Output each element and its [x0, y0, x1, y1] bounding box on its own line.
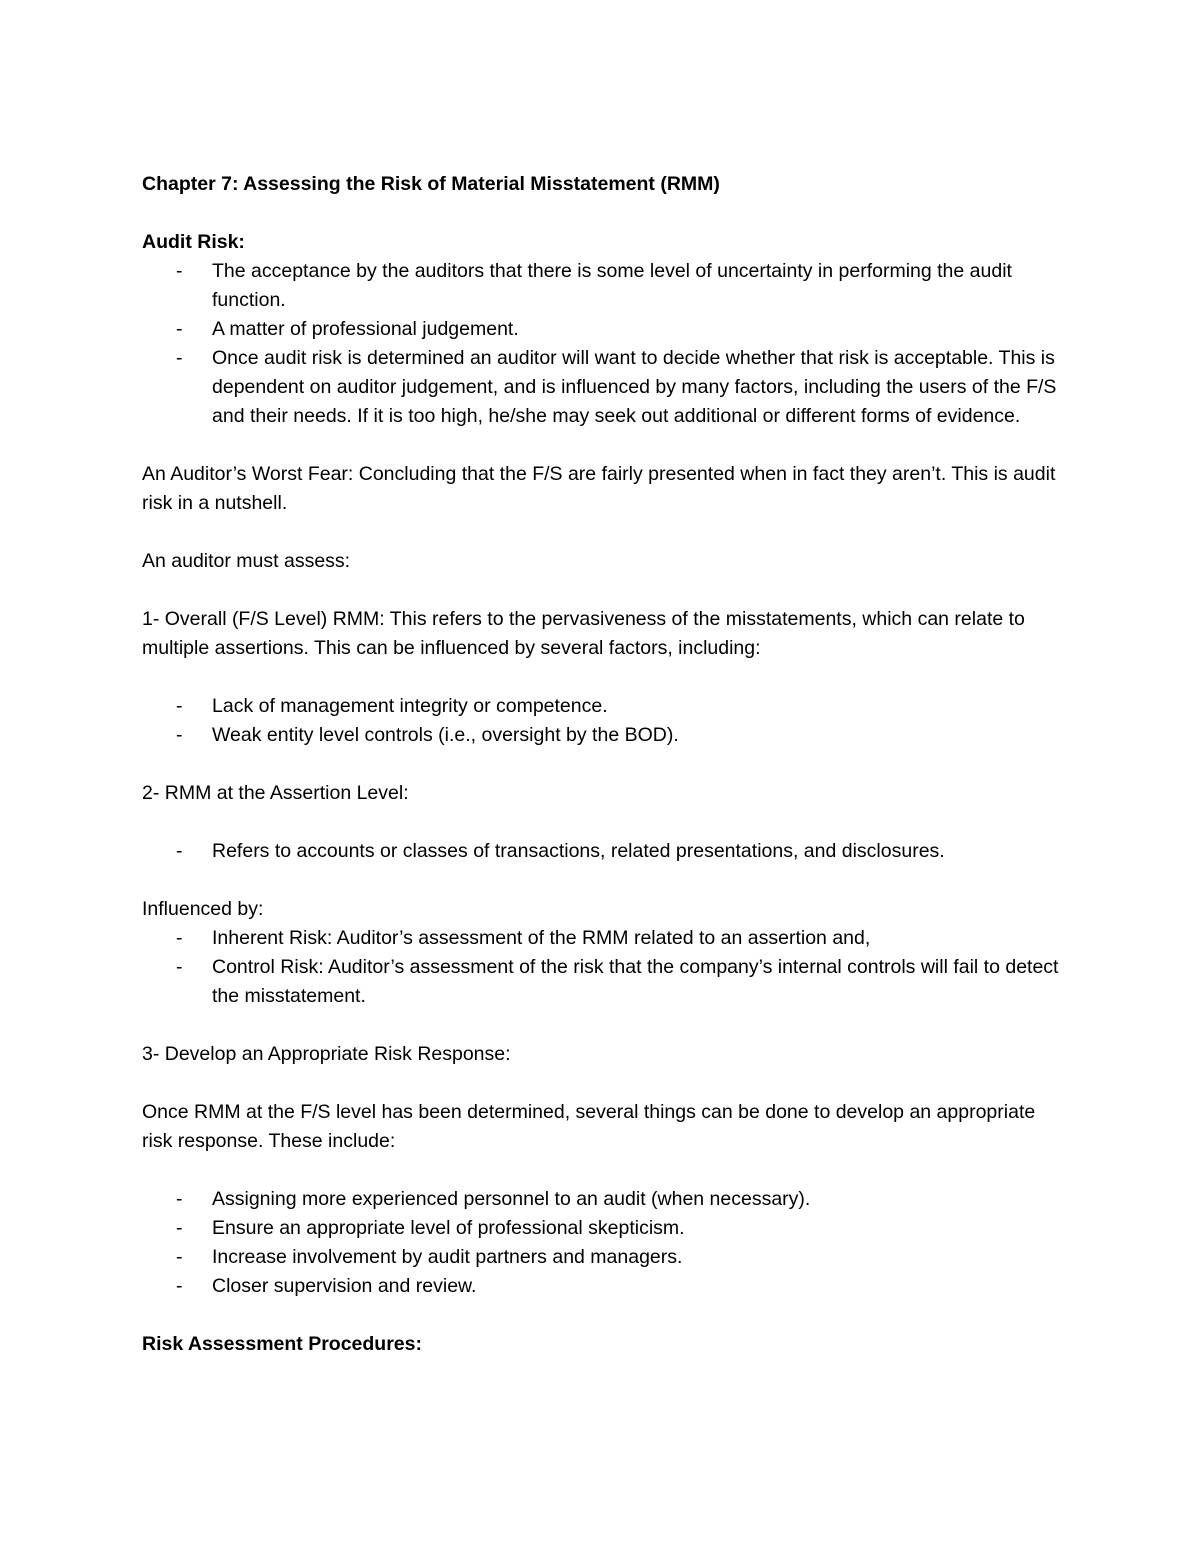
list-item-text: The acceptance by the auditors that there is some level of uncertainty in performing the audit function. [212, 260, 1012, 311]
dash-bullet: - [176, 260, 183, 282]
list-item [142, 692, 1062, 721]
spacer [142, 866, 1062, 895]
risk-response-list [142, 1185, 1062, 1301]
spacer [142, 1011, 1062, 1040]
list-item-text: Refers to accounts or classes of transactions, related presentations, and disclosures. [212, 840, 945, 862]
spacer [142, 199, 1062, 228]
influenced-by-list [142, 924, 1062, 1011]
dash-bullet: - [176, 956, 183, 978]
overall-rmm-paragraph: 1- Overall (F/S Level) RMM: This refers to the pervasiveness of the misstatements, which can relate to multiple assertions. This can be influenced by several factors, including: [142, 608, 1025, 659]
list-item [142, 1214, 1062, 1243]
audit-risk-list [142, 257, 1062, 431]
dash-bullet: - [176, 347, 183, 369]
must-assess-paragraph: An auditor must assess: [142, 550, 351, 572]
list-item-text: Inherent Risk: Auditor’s assessment of the RMM related to an assertion and, [212, 927, 871, 949]
assertion-level-list [142, 837, 1062, 866]
list-item-text: Ensure an appropriate level of professional skepticism. [212, 1217, 685, 1239]
spacer [142, 576, 1062, 605]
dash-bullet: - [176, 695, 183, 717]
spacer [142, 1301, 1062, 1330]
spacer [142, 663, 1062, 692]
dash-bullet: - [176, 318, 183, 340]
list-item [142, 721, 1062, 750]
dash-bullet: - [176, 1188, 183, 1210]
list-item [142, 1272, 1062, 1301]
influenced-by-paragraph: Influenced by: [142, 898, 264, 920]
dash-bullet: - [176, 840, 183, 862]
dash-bullet: - [176, 1217, 183, 1239]
list-item-text: Lack of management integrity or competence. [212, 695, 608, 717]
overall-rmm-list [142, 692, 1062, 750]
dash-bullet: - [176, 1275, 183, 1297]
spacer [142, 750, 1062, 779]
risk-assessment-procedures-heading: Risk Assessment Procedures: [142, 1333, 422, 1355]
list-item [142, 315, 1062, 344]
list-item-text: Increase involvement by audit partners and managers. [212, 1246, 683, 1268]
risk-response-paragraph: 3- Develop an Appropriate Risk Response: [142, 1043, 511, 1065]
dash-bullet: - [176, 724, 183, 746]
list-item-text: A matter of professional judgement. [212, 318, 519, 340]
dash-bullet: - [176, 1246, 183, 1268]
list-item-text: Assigning more experienced personnel to an audit (when necessary). [212, 1188, 811, 1210]
worst-fear-paragraph: An Auditor’s Worst Fear: Concluding that the F/S are fairly presented when in fact they aren’t. This is audit risk in a nutshell. [142, 463, 1056, 514]
list-item-text: Control Risk: Auditor’s assessment of the risk that the company’s internal controls will fail to detect the misstatement. [212, 956, 1059, 1007]
assertion-level-paragraph: 2- RMM at the Assertion Level: [142, 782, 409, 804]
spacer [142, 431, 1062, 460]
list-item-text: Weak entity level controls (i.e., oversight by the BOD). [212, 724, 679, 746]
list-item-text: Closer supervision and review. [212, 1275, 477, 1297]
list-item [142, 837, 1062, 866]
list-item [142, 1185, 1062, 1214]
audit-risk-heading: Audit Risk: [142, 231, 245, 253]
spacer [142, 1156, 1062, 1185]
list-item [142, 1243, 1062, 1272]
spacer [142, 1069, 1062, 1098]
list-item [142, 257, 1062, 315]
document-page [142, 170, 1062, 1359]
spacer [142, 808, 1062, 837]
dash-bullet: - [176, 927, 183, 949]
list-item [142, 924, 1062, 953]
spacer [142, 518, 1062, 547]
risk-response-intro: Once RMM at the F/S level has been determined, several things can be done to develop an appropriate risk response. These include: [142, 1101, 1036, 1152]
list-item-text: Once audit risk is determined an auditor will want to decide whether that risk is acceptable. This is dependent on auditor judgement, and is influenced by many factors, including the users of the F/S and their needs. If it is too high, he/she may seek out additional or different forms of evidence. [212, 347, 1057, 427]
list-item [142, 953, 1062, 1011]
chapter-title: Chapter 7: Assessing the Risk of Material Misstatement (RMM) [142, 173, 720, 195]
list-item [142, 344, 1062, 431]
